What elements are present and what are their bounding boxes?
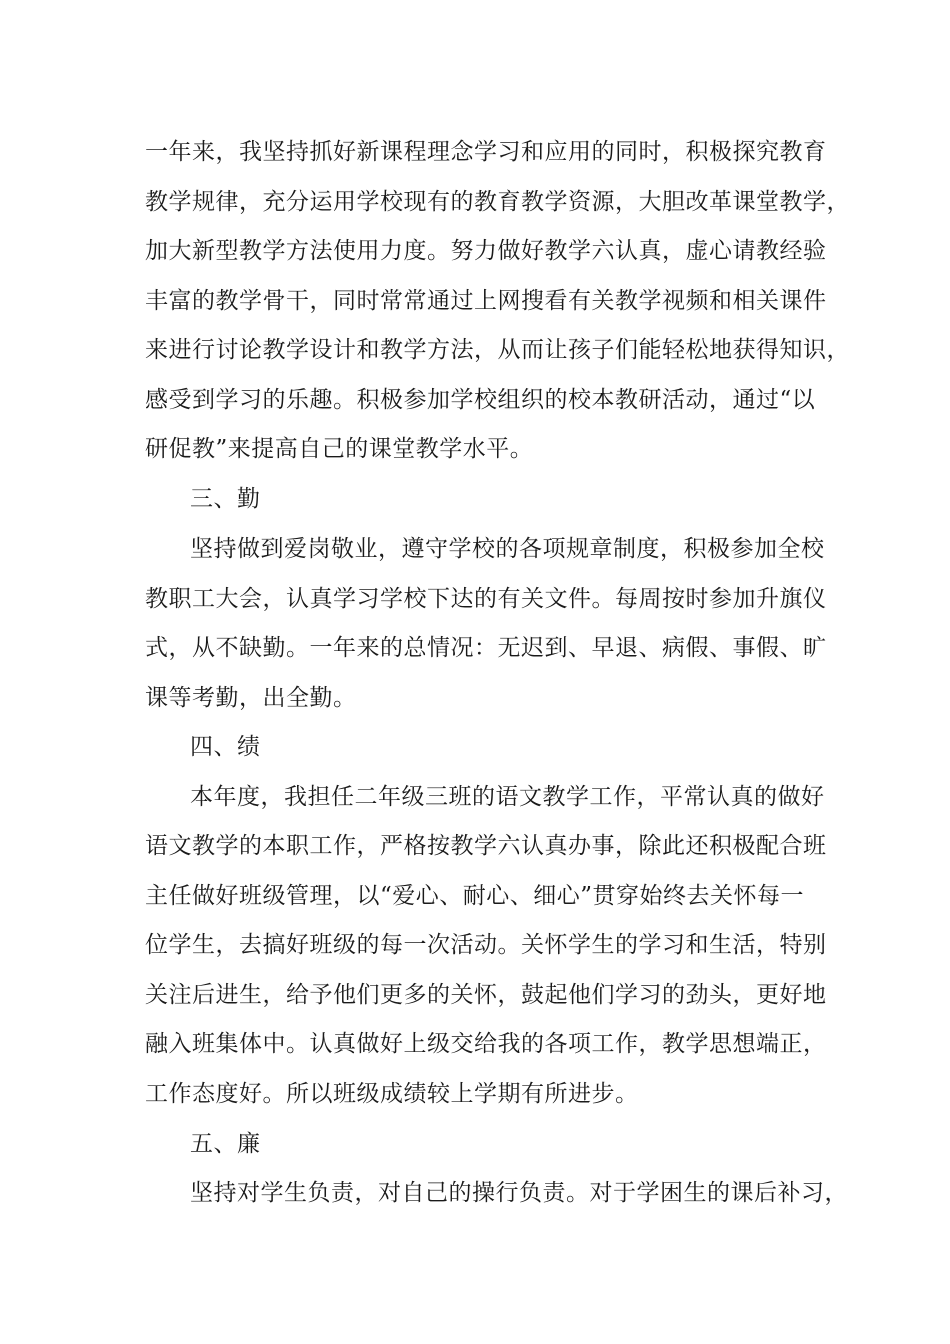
text-line: 教职工大会，认真学习学校下达的有关文件。每周按时参加升旗仪 [145, 586, 827, 612]
section-heading: 三、勤 [190, 486, 261, 512]
text-line: 坚持对学生负责，对自己的操行负责。对于学困生的课后补习， [190, 1180, 848, 1206]
text-line: 工作态度好。所以班级成绩较上学期有所进步。 [145, 1081, 639, 1107]
text-line: 课等考勤，出全勤。 [145, 685, 357, 711]
text-line: 感受到学习的乐趣。积极参加学校组织的校本教研活动，通过“以 [145, 387, 816, 413]
text-line: 丰富的教学骨干，同时常常通过上网搜看有关教学视频和相关课件 [145, 288, 827, 314]
text-line: 坚持做到爱岗敬业，遵守学校的各项规章制度，积极参加全校 [190, 536, 825, 562]
section-heading: 五、廉 [190, 1131, 261, 1157]
text-line: 主任做好班级管理，以“爱心、耐心、细心”贯穿始终去关怀每一 [145, 883, 805, 909]
text-line: 加大新型教学方法使用力度。努力做好教学六认真，虚心请教经验 [145, 238, 827, 264]
text-line: 一年来，我坚持抓好新课程理念学习和应用的同时，积极探究教育 [145, 139, 827, 165]
text-line: 位学生，去搞好班级的每一次活动。关怀学生的学习和生活，特别 [145, 932, 827, 958]
text-line: 融入班集体中。认真做好上级交给我的各项工作，教学思想端正， [145, 1031, 827, 1057]
text-line: 本年度，我担任二年级三班的语文教学工作，平常认真的做好 [190, 784, 825, 810]
text-line: 来进行讨论教学设计和教学方法，从而让孩子们能轻松地获得知识， [145, 337, 850, 363]
text-line: 语文教学的本职工作，严格按教学六认真办事，除此还积极配合班 [145, 833, 827, 859]
section-heading: 四、绩 [190, 734, 261, 760]
text-line: 教学规律，充分运用学校现有的教育教学资源，大胆改革课堂教学， [145, 189, 850, 215]
text-line: 研促教”来提高自己的课堂教学水平。 [145, 436, 534, 462]
text-line: 式，从不缺勤。一年来的总情况：无迟到、早退、病假、事假、旷 [145, 635, 827, 661]
text-line: 关注后进生，给予他们更多的关怀，鼓起他们学习的劲头，更好地 [145, 982, 827, 1008]
